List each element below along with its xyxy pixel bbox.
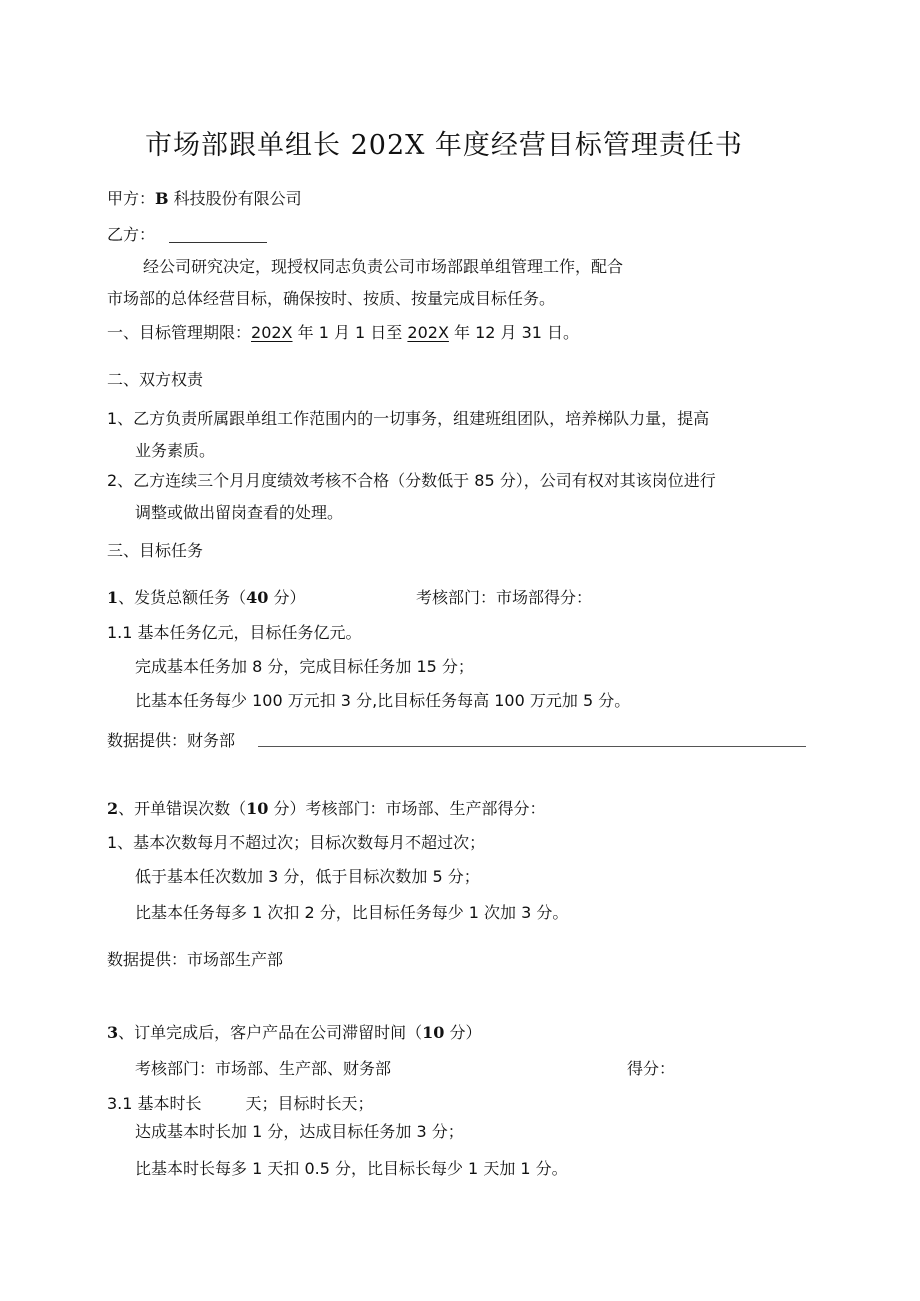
section-3-heading: 三、目标任务 [107, 541, 204, 560]
party-a-line [107, 189, 302, 209]
task-3-title-suffix: 分） [444, 1023, 482, 1042]
task-3-dept: 考核部门：市场部、生产部、财务部 [135, 1059, 392, 1078]
task-3-number: 3 [107, 1023, 119, 1042]
task-3-score: 得分： [627, 1059, 676, 1078]
task-2-data-source: 数据提供：市场部生产部 [107, 950, 284, 969]
period-year-start: 202X [251, 323, 293, 342]
task-2-points: 10 [246, 799, 269, 818]
party-b-blank[interactable] [169, 228, 267, 243]
period-line [107, 323, 579, 343]
intro-line-2: 市场部的总体经营目标，确保按时、按质、按量完成目标任务。 [107, 289, 556, 308]
party-a-name: 科技股份有限公司 [168, 189, 302, 208]
task-3-title [107, 1023, 482, 1043]
period-prefix: 一、目标管理期限： [107, 323, 252, 342]
party-a-label: 甲方： [107, 189, 156, 208]
task-1-rule-1: 完成基本任务加 8 分，完成目标任务加 15 分； [135, 657, 474, 676]
task-2-rule-1: 低于基本任次数加 3 分，低于目标次数加 5 分； [135, 867, 480, 886]
section-2-heading: 二、双方权责 [107, 370, 204, 389]
task-3-sub-a: 3.1 基本时长 [107, 1094, 202, 1113]
task-2-title-text: 、开单错误次数（ [118, 799, 247, 818]
task-3-title-text: 、订单完成后，客户产品在公司滞留时间（ [118, 1023, 423, 1042]
task-1-number: 1 [107, 588, 119, 607]
task-1-rule-2: 比基本任务每少 100 万元扣 3 分,比目标任务每高 100 万元加 5 分。 [135, 691, 631, 710]
task-3-points: 10 [422, 1023, 445, 1042]
document-title: 市场部跟单组长 202X 年度经营目标管理责任书 [145, 130, 743, 161]
task-1-dept: 考核部门：市场部得分： [416, 588, 593, 607]
task-3-rule-2: 比基本时长每多 1 天扣 0.5 分，比目标长每少 1 天加 1 分。 [135, 1159, 568, 1178]
task-1-data-underline[interactable] [258, 746, 806, 747]
right-1-line-2: 业务素质。 [135, 441, 216, 460]
task-1-sub: 1.1 基本任务亿元，目标任务亿元。 [107, 623, 362, 642]
task-2-title-suffix: 分）考核部门：市场部、生产部得分： [268, 799, 546, 818]
task-1-data-source: 数据提供：财务部 [107, 731, 236, 750]
period-mid: 年 1 月 1 日至 [292, 323, 408, 342]
task-3-rule-1: 达成基本时长加 1 分，达成目标任务加 3 分； [135, 1122, 464, 1141]
task-1-points: 40 [246, 588, 269, 607]
task-2-number: 2 [107, 799, 119, 818]
intro-line-1: 经公司研究决定，现授权同志负责公司市场部跟单组管理工作，配合 [143, 257, 624, 276]
party-b-line [107, 225, 267, 245]
party-b-label: 乙方： [107, 225, 156, 244]
right-1-line-1: 1、乙方负责所属跟单组工作范围内的一切事务，组建班组团队，培养梯队力量，提高 [107, 409, 710, 428]
task-2-title [107, 799, 546, 819]
period-suffix: 年 12 月 31 日。 [448, 323, 580, 342]
task-3-sub-b: 天；目标时长天； [245, 1094, 374, 1113]
task-2-sub: 1、基本次数每月不超过次；目标次数每月不超过次； [107, 833, 486, 852]
task-1-title [107, 588, 306, 608]
party-a-letter: B [155, 189, 169, 208]
task-1-title-text: 、发货总额任务（ [118, 588, 247, 607]
task-3-sub [107, 1094, 374, 1114]
right-2-line-2: 调整或做出留岗查看的处理。 [135, 503, 344, 522]
task-2-rule-2: 比基本任务每多 1 次扣 2 分，比目标任务每少 1 次加 3 分。 [135, 903, 569, 922]
task-1-title-suffix: 分） [268, 588, 306, 607]
right-2-line-1: 2、乙方连续三个月月度绩效考核不合格（分数低于 85 分），公司有权对其该岗位进行 [107, 471, 716, 490]
period-year-end: 202X [407, 323, 449, 342]
